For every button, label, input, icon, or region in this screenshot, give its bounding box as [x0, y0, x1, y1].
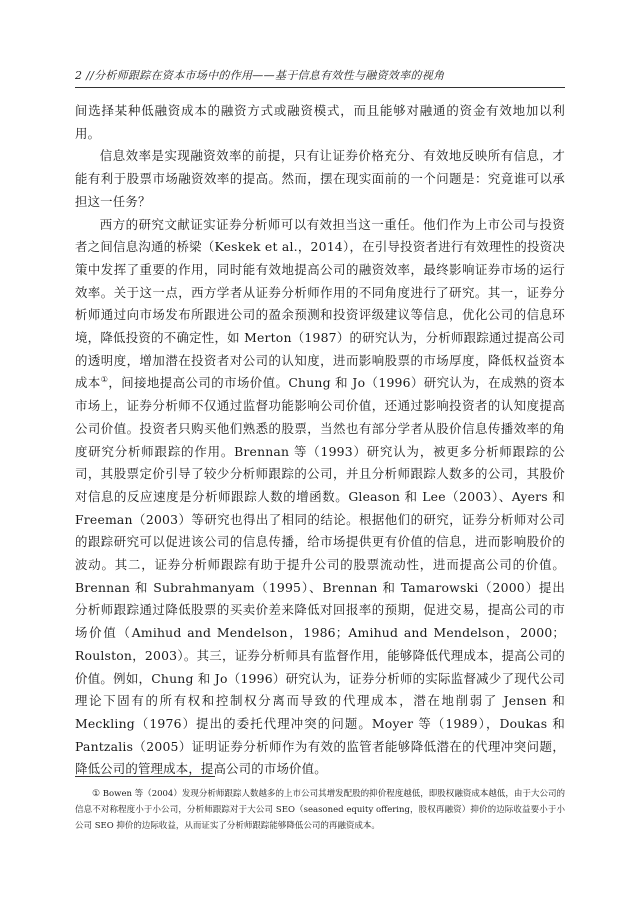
footnote — [75, 786, 565, 834]
paragraph-text-part-1: 西方的研究文献证实证券分析师可以有效担当这一重任。他们作为上市公司与投资者之间信息沟通的桥梁（Keskek et al.，2014），在引导投资者进行有效理性的投资决策中发挥了重要的作用，同时能有效地提高公司的融资效率，最终影响证券市场的运行效率。关于这一点，西方学者从证券分析师作用的不同角度进行了研究。其一，证券分析师通过向市场发布所跟进公司的盈余预测和投资评级建议等信息，优化公司的信息环境，降低投资的不确定性，如 Merton（1987）的研究认为，分析师跟踪通过提高公司的透明度，增加潜在投资者对公司的认知度，进而影响股票的市场厚度，降低权益资本成本 — [75, 216, 565, 391]
body-text — [75, 100, 565, 781]
footnote-text: Bowen 等（2004）发现分析师跟踪人数越多的上市公司其增发配股的抑价程度越低，即股权融资成本越低，由于大公司的信息不对称程度小于小公司，分析师跟踪对于大公司 SEO（seasoned equity offering，股权再融资）抑价的边际收益要小于小公司 SEO 抑价的边际收益，从而证实了分析师跟踪能够降低公司的再融资成本。 — [75, 789, 565, 831]
paragraph-text-part-2: ，间接地提高公司的市场价值。Chung 和 Jo（1996）研究认为，在成熟的资本市场上，证券分析师不仅通过监督功能影响公司价值，还通过影响投资者的认知度提高公司价值。投资者只购买他们熟悉的股票，当然也有部分学者从股价信息传播效率的角度研究分析师跟踪的作用。Brennan 等（1993）研究认为，被更多分析师跟踪的公司，其股票定价引导了较少分析师跟踪的公司，并且分析师跟踪人数多的公司，其股价对信息的反应速度是分析师跟踪人数的增函数。Gleason 和 Lee（2003）、Ayers 和 Freeman（2003）等研究也得出了相同的结论。根据他们的研究，证券分析师对公司的跟踪研究可以促进该公司的信息传播，给市场提供更有价值的信息，进而影响股价的波动。其二，证券分析师跟踪有助于提升公司的股票流动性，进而提高公司的价值。Brennan 和 Subrahmanyam（1995）、Brennan 和 Tamarowski（2000）提出分析师跟踪通过降低股票的买卖价差来降低对回报率的预期，促进交易，提高公司的市场价值（Amihud and Mendelson，1986；Amihud and Mendelson，2000；Roulston，2003）。其三，证券分析师具有监督作用，能够降低代理成本，提高公司的价值。例如，Chung 和 Jo（1996）研究认为，证券分析师的实际监督减少了现代公司理论下固有的所有权和控制权分离而导致的代理成本，潜在地削弱了 Jensen 和 Meckling（1976）提出的委托代理冲突的问题。Moyer 等（1989），Doukas 和 Pantzalis（2005）证明证券分析师作为有效的监管者能够降低潜在的代理冲突问题，降低公司的管理成本，提高公司的市场价值。 — [75, 375, 565, 777]
footnote-marker: ① — [92, 789, 101, 799]
running-header: 2 //分析师跟踪在资本市场中的作用——基于信息有效性与融资效率的视角 — [75, 69, 445, 82]
footnote-paragraph — [75, 786, 565, 834]
header-rule — [75, 87, 565, 88]
paragraph-continuation: 间选择某种低融资成本的融资方式或融资模式，而且能够对融通的资金有效地加以利用。 — [75, 103, 565, 141]
footnote-rule — [75, 776, 215, 777]
paragraph-analyst-research — [75, 214, 565, 782]
footnote-reference[interactable]: ① — [100, 375, 109, 385]
paragraph-info-efficiency: 信息效率是实现融资效率的前提，只有让证券价格充分、有效地反映所有信息，才能有利于股票市场融资效率的提高。然而，摆在现实面前的一个问题是：究竟谁可以承担这一任务？ — [75, 148, 565, 209]
